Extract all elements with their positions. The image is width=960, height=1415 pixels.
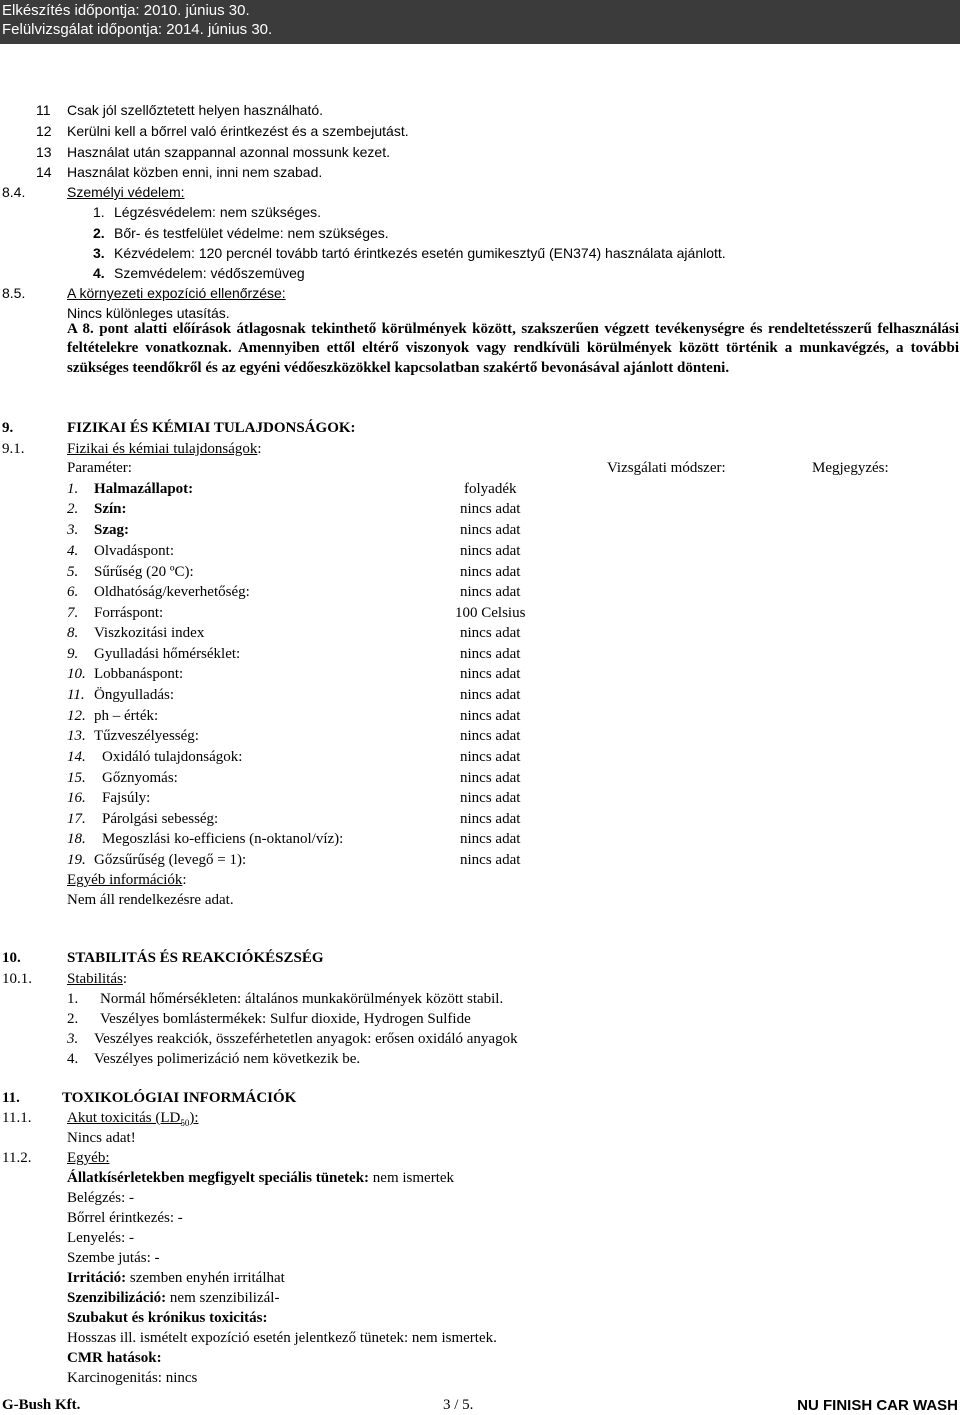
prop-2-num: 2. (67, 501, 79, 517)
stability-1-num: 1. (67, 991, 79, 1007)
prop-8-num: 8. (67, 625, 79, 641)
prop-5-num: 5. (67, 564, 79, 580)
prop-9-value: nincs adat (460, 646, 521, 662)
subacute-label: Szubakut és krónikus toxicitás: (67, 1310, 268, 1326)
prop-8-value: nincs adat (460, 625, 521, 641)
prop-10-label: Lobbanáspont: (94, 666, 184, 682)
prop-10-num: 10. (67, 666, 86, 682)
irritation-line (67, 1269, 285, 1288)
irritation-value: szemben enyhén irritálhat (126, 1270, 285, 1286)
created-date: Elkészítés időpontja: 2010. június 30. (2, 2, 250, 19)
stability-4-text: Veszélyes polimerizáció nem következik be. (94, 1051, 361, 1067)
item-12-text: Kerülni kell a bőrrel való érintkezést és a szembejutást. (67, 123, 409, 139)
carcinogenicity-line: Karcinogenitás: nincs (67, 1370, 198, 1386)
section-10-1-title (67, 970, 127, 989)
item-12-num: 12 (36, 123, 52, 139)
irritation-label: Irritáció: (67, 1270, 127, 1286)
prop-1-label: Halmazállapot: (94, 481, 194, 497)
ppe-2-text: Bőr- és testfelület védelme: nem szükséges. (114, 225, 389, 241)
prop-4-num: 4. (67, 543, 79, 559)
page-header (0, 0, 960, 44)
prop-18-value: nincs adat (460, 831, 521, 847)
ppe-2-num: 2. (93, 225, 105, 241)
prop-18-num: 18. (67, 831, 86, 847)
section-10-1-title-text: Stabilitás (67, 971, 123, 987)
section-8-4-num: 8.4. (2, 184, 26, 200)
col-note: Megjegyzés: (812, 460, 889, 476)
item-11-text: Csak jól szellőztetett helyen használható. (67, 102, 324, 118)
prop-7-label: Forráspont: (94, 605, 164, 621)
prop-17-label: Párolgási sebesség: (102, 811, 219, 827)
section-9-1-title (67, 440, 262, 459)
prop-17-value: nincs adat (460, 811, 521, 827)
sensitization-line (67, 1289, 279, 1308)
prop-17-num: 17. (67, 811, 86, 827)
item-11-num: 11 (36, 102, 51, 118)
eye-contact-line: Szembe jutás: - (67, 1250, 160, 1266)
other-info-colon: : (182, 872, 187, 888)
acute-toxicity-text: Nincs adat! (67, 1130, 136, 1146)
section-9-num: 9. (2, 420, 14, 436)
animal-tests-value: nem ismertek (369, 1170, 455, 1186)
section-10-title: STABILITÁS ÉS REAKCIÓKÉSZSÉG (67, 950, 324, 966)
stability-3-text: Veszélyes reakciók, összeférhetetlen anyagok: erősen oxidáló anyagok (94, 1031, 518, 1047)
prop-13-num: 13. (67, 728, 86, 744)
section-11-2-num: 11.2. (2, 1150, 32, 1166)
section-9-1-title-text: Fizikai és kémiai tulajdonságok (67, 441, 258, 457)
prop-2-value: nincs adat (460, 501, 521, 517)
prop-13-label: Tűzveszélyesség: (94, 728, 199, 744)
prop-18-label: Megoszlási ko-efficiens (n-oktanol/víz): (102, 831, 344, 847)
prop-16-label: Fajsúly: (102, 790, 151, 806)
inhalation-line: Belégzés: - (67, 1190, 135, 1206)
sensitization-value: nem szenzibilizál- (166, 1290, 280, 1306)
prop-4-value: nincs adat (460, 543, 521, 559)
item-13-text: Használat után szappannal azonnal mossunk kezet. (67, 144, 390, 160)
col-method: Vizsgálati módszer: (607, 460, 726, 476)
prop-1-num: 1. (67, 481, 79, 497)
prop-7-value: 100 Celsius (455, 605, 526, 621)
footer-product: NU FINISH CAR WASH (797, 1397, 958, 1414)
prop-1-value: folyadék (464, 481, 517, 497)
animal-tests-label: Állatkísérletekben megfigyelt speciális tünetek: (67, 1170, 370, 1186)
prop-15-label: Gőznyomás: (102, 770, 178, 786)
ingestion-line: Lenyelés: - (67, 1230, 135, 1246)
section-8-4-title: Személyi védelem: (67, 184, 185, 200)
prop-9-label: Gyulladási hőmérséklet: (94, 646, 241, 662)
prop-15-num: 15. (67, 770, 86, 786)
section-11-1-num: 11.1. (2, 1110, 32, 1126)
prop-12-label: ph – érték: (94, 708, 159, 724)
footer-company: G-Bush Kft. (2, 1397, 81, 1413)
item-14-num: 14 (36, 164, 52, 180)
animal-tests-line (67, 1169, 454, 1188)
revised-date: Felülvizsgálat időpontja: 2014. június 30. (2, 21, 273, 38)
prop-4-label: Olvadáspont: (94, 543, 174, 559)
prop-16-value: nincs adat (460, 790, 521, 806)
prop-8-label: Viszkozitási index (94, 625, 205, 641)
section-10-1-num: 10.1. (2, 971, 32, 987)
section-11-title: TOXIKOLÓGIAI INFORMÁCIÓK (62, 1090, 297, 1106)
ppe-3-num: 3. (93, 245, 105, 261)
ppe-4-text: Szemvédelem: védőszemüveg (114, 265, 305, 281)
prop-3-label: Szag: (94, 522, 129, 538)
item-14-text: Használat közben enni, inni nem szabad. (67, 164, 323, 180)
prop-5-value: nincs adat (460, 564, 521, 580)
prop-11-value: nincs adat (460, 687, 521, 703)
prop-7-num: 7. (67, 605, 79, 621)
prop-13-value: nincs adat (460, 728, 521, 744)
acute-toxicity-end: ): (189, 1110, 199, 1126)
ppe-1-text: Légzésvédelem: nem szükséges. (114, 204, 321, 220)
stability-3-num: 3. (67, 1031, 79, 1047)
section-8-5-title: A környezeti expozíció ellenőrzése: (67, 285, 286, 301)
prop-3-num: 3. (67, 522, 79, 538)
prop-11-label: Öngyulladás: (94, 687, 174, 703)
prop-12-num: 12. (67, 708, 86, 724)
acute-toxicity-label: Akut toxicitás (LD (67, 1110, 181, 1126)
long-term-line: Hosszas ill. ismételt expozíció esetén jelentkező tünetek: nem ismertek. (67, 1330, 497, 1346)
ppe-3-text: Kézvédelem: 120 percnél tovább tartó érintkezés esetén gumikesztyű (EN374) használata ajánlott. (114, 245, 726, 261)
cmr-label: CMR hatások: (67, 1350, 162, 1366)
footer-page-number: 3 / 5. (443, 1397, 474, 1413)
item-13-num: 13 (36, 144, 52, 160)
section-9-title: FIZIKAI ÉS KÉMIAI TULAJDONSÁGOK: (67, 420, 356, 436)
skin-contact-line: Bőrrel érintkezés: - (67, 1210, 183, 1226)
section-8-5-num: 8.5. (2, 285, 26, 301)
prop-14-label: Oxidáló tulajdonságok: (102, 749, 243, 765)
stability-1-text: Normál hőmérsékleten: általános munkakörülmények között stabil. (100, 991, 504, 1007)
prop-5-label: Sűrűség (20 ºC): (94, 564, 194, 580)
stability-2-text: Veszélyes bomlástermékek: Sulfur dioxide, Hydrogen Sulfide (100, 1011, 471, 1027)
section-8-note (67, 320, 959, 378)
prop-11-num: 11. (67, 687, 85, 703)
prop-15-value: nincs adat (460, 770, 521, 786)
other-info-title-text: Egyéb információk (67, 872, 183, 888)
prop-10-value: nincs adat (460, 666, 521, 682)
prop-14-num: 14. (67, 749, 86, 765)
prop-6-num: 6. (67, 584, 79, 600)
prop-19-label: Gőzsűrűség (levegő = 1): (94, 852, 247, 868)
section-8-note-text: A 8. pont alatti előírások átlagosnak tekinthető körülmények között, szakszerűen végzett tevékenységre és rendeltetésszerű felhasználási feltételekre vonatkoznak. Amennyiben ettől eltérő viszonyok vagy rendkívüli körülmények között történik a munkavégzés, a további szükséges teendőkről és az egyéni védőeszközökkel kapcsolatban szakértő bevonásával ajánlott dönteni. (67, 321, 959, 376)
sensitization-label: Szenzibilizáció: (67, 1290, 167, 1306)
other-info-text: Nem áll rendelkezésre adat. (67, 892, 234, 908)
ppe-1-num: 1. (93, 204, 105, 220)
other-info-title (67, 871, 187, 890)
section-10-1-colon: : (122, 971, 128, 987)
prop-9-num: 9. (67, 646, 79, 662)
section-11-2-title: Egyéb: (67, 1150, 110, 1166)
acute-toxicity-subscript: 50 (180, 1118, 190, 1128)
section-11-num: 11. (2, 1090, 20, 1106)
section-10-num: 10. (2, 950, 21, 966)
prop-6-label: Oldhatóság/keverhetőség: (94, 584, 250, 600)
prop-12-value: nincs adat (460, 708, 521, 724)
prop-2-label: Szín: (94, 501, 127, 517)
stability-2-num: 2. (67, 1011, 79, 1027)
col-parameter: Paraméter: (67, 460, 132, 476)
ppe-4-num: 4. (93, 265, 105, 281)
prop-6-value: nincs adat (460, 584, 521, 600)
prop-19-num: 19. (67, 852, 86, 868)
stability-4-num: 4. (67, 1051, 79, 1067)
section-8-5-text: Nincs különleges utasítás. (67, 305, 230, 321)
prop-3-value: nincs adat (460, 522, 521, 538)
section-9-1-colon: : (257, 441, 262, 457)
prop-19-value: nincs adat (460, 852, 521, 868)
section-9-1-num: 9.1. (2, 441, 25, 457)
prop-14-value: nincs adat (460, 749, 521, 765)
prop-16-num: 16. (67, 790, 86, 806)
